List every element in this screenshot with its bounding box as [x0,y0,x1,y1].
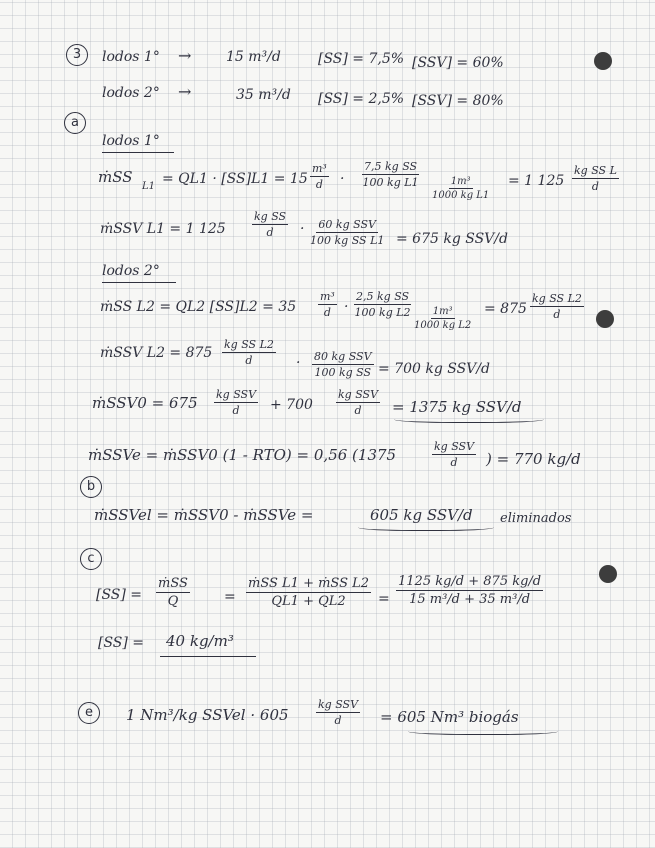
sludge1-heading: lodos 1° [102,133,160,149]
sludge1-ss: [SS] = 7,5% [318,51,405,67]
result-underline [358,522,494,531]
underline [102,152,174,153]
problem-number: 3 [66,44,88,66]
part-b-label: b [80,476,102,498]
mssv1-frac2: 60 kg SSV 100 kg SS L1 [310,218,385,247]
mssv1-frac1: $\frac{\text{kg SS}}{d}$ [254,210,287,239]
mss1-frac-density: $\frac{\text{1m³}}{\text{1000 kg L1}}$ [432,176,490,201]
mssve-lhs: ṁSSVe = ṁSSV0 (1 - RTO) = 0,56 (1375 [88,446,397,464]
mssv1-lhs: ṁSSV L1 = 1 125 [100,221,226,237]
dot-sep: · [296,355,301,371]
arrow-icon: → [178,46,192,65]
part-a-label: a [64,112,86,134]
underline [102,282,176,283]
sludge1-flow: 15 m³/d [226,49,281,65]
binder-hole [594,52,612,70]
binder-hole [596,310,614,328]
mssv2-lhs: ṁSSV L2 = 875 [100,345,213,361]
mssvel-result: 605 kg SSV/d [370,506,473,524]
mss2-frac-conc: $\frac{\text{2,5 kg SS}}{\text{100 kg L2}}$ [354,290,411,319]
sludge2-heading: lodos 2° [102,263,160,279]
sludge1-ssv: [SSV] = 60% [412,55,504,71]
mssvel-line: ṁSSVel = ṁSSV0 - ṁSSVe = [94,506,314,524]
sludge1-label: lodos 1° [102,49,160,65]
sludge2-label: lodos 2° [102,85,160,101]
mss1-lhs: ṁSS [98,168,133,186]
sludge2-flow: 35 m³/d [236,87,291,103]
mss1-eq: = QL1 · [SS]L1 = 15 [162,171,308,187]
mssv2-frac2: 80 kg SSV 100 kg SS [314,350,372,379]
sludge2-ssv: [SSV] = 80% [412,93,504,109]
ss-frac1: ṁSS Q [158,576,188,609]
removed-note: eliminados [500,511,572,526]
mssv2-frac1: $\frac{\text{kg SS L2}}{d}$ [224,338,274,367]
biogas-frac: kg SSV d [318,698,359,727]
part-c-label: c [80,548,102,570]
biogas-result: = 605 Nm³ biogás [380,708,519,726]
biogas-line: 1 Nm³/kg SSVel · 605 [126,706,289,724]
mss2-frac-flow: $\frac{\text{m³}}{d}$ [320,290,335,319]
part-e-label: e [78,702,100,724]
ss-frac2: ṁSS L1 + ṁSS L2 QL1 + QL2 [248,576,370,609]
mssv0-lhs: ṁSSV0 = 675 [92,394,198,412]
ss-lhs: [SS] = [96,587,143,603]
sludge2-ss: [SS] = 2,5% [318,91,405,107]
ss-result: 40 kg/m³ [166,632,234,650]
mss2-frac-density: $\frac{\text{1m³}}{\text{1000 kg L2}}$ [414,306,472,331]
mssv0-frac2: kg SSV d [338,388,379,417]
dot-sep: · [340,171,345,187]
mssv0-result: = 1375 kg SSV/d [392,398,522,416]
arrow-icon: → [178,82,192,101]
mss1-frac-conc: $\frac{\text{7,5 kg SS}}{\text{100 kg L1}}$ [362,160,419,189]
result-underline [160,656,256,657]
mssv0-plus: + 700 [270,397,313,413]
mssv2-result: = 700 kg SSV/d [378,361,490,377]
mss1-result-unit: $\frac{\text{kg SS L}}{d}$ [574,164,617,193]
mss1-result: = 1 125 [508,173,565,189]
mssve-result: ) = 770 kg/d [486,450,581,468]
result-underline [408,726,558,735]
mssv1-result: = 675 kg SSV/d [396,231,508,247]
ss-eq1: = [224,589,236,605]
binder-hole [599,565,617,583]
dot-sep: · [344,299,349,315]
mss2-result-unit: $\frac{\text{kg SS L2}}{d}$ [532,292,582,321]
mss2-lhs: ṁSS L2 = QL2 [SS]L2 = 35 [100,299,297,315]
mssve-frac: kg SSV d [434,440,475,469]
mss2-result: = 875 [484,301,527,317]
ss-result-lhs: [SS] = [98,635,145,651]
mss1-frac-flow: $\frac{\text{m³}}{d}$ [312,162,327,191]
result-underline [394,414,544,423]
dot-sep: · [300,221,305,237]
ss-frac3: $\frac{1125 kg/d + 875 kg/d}{\text{15 m³/d + 35 m³/d}}$ [398,574,542,607]
mss1-lhs-sub: L1 [142,181,156,192]
ss-eq2: = [378,591,390,607]
mssv0-frac1: kg SSV d [216,388,257,417]
